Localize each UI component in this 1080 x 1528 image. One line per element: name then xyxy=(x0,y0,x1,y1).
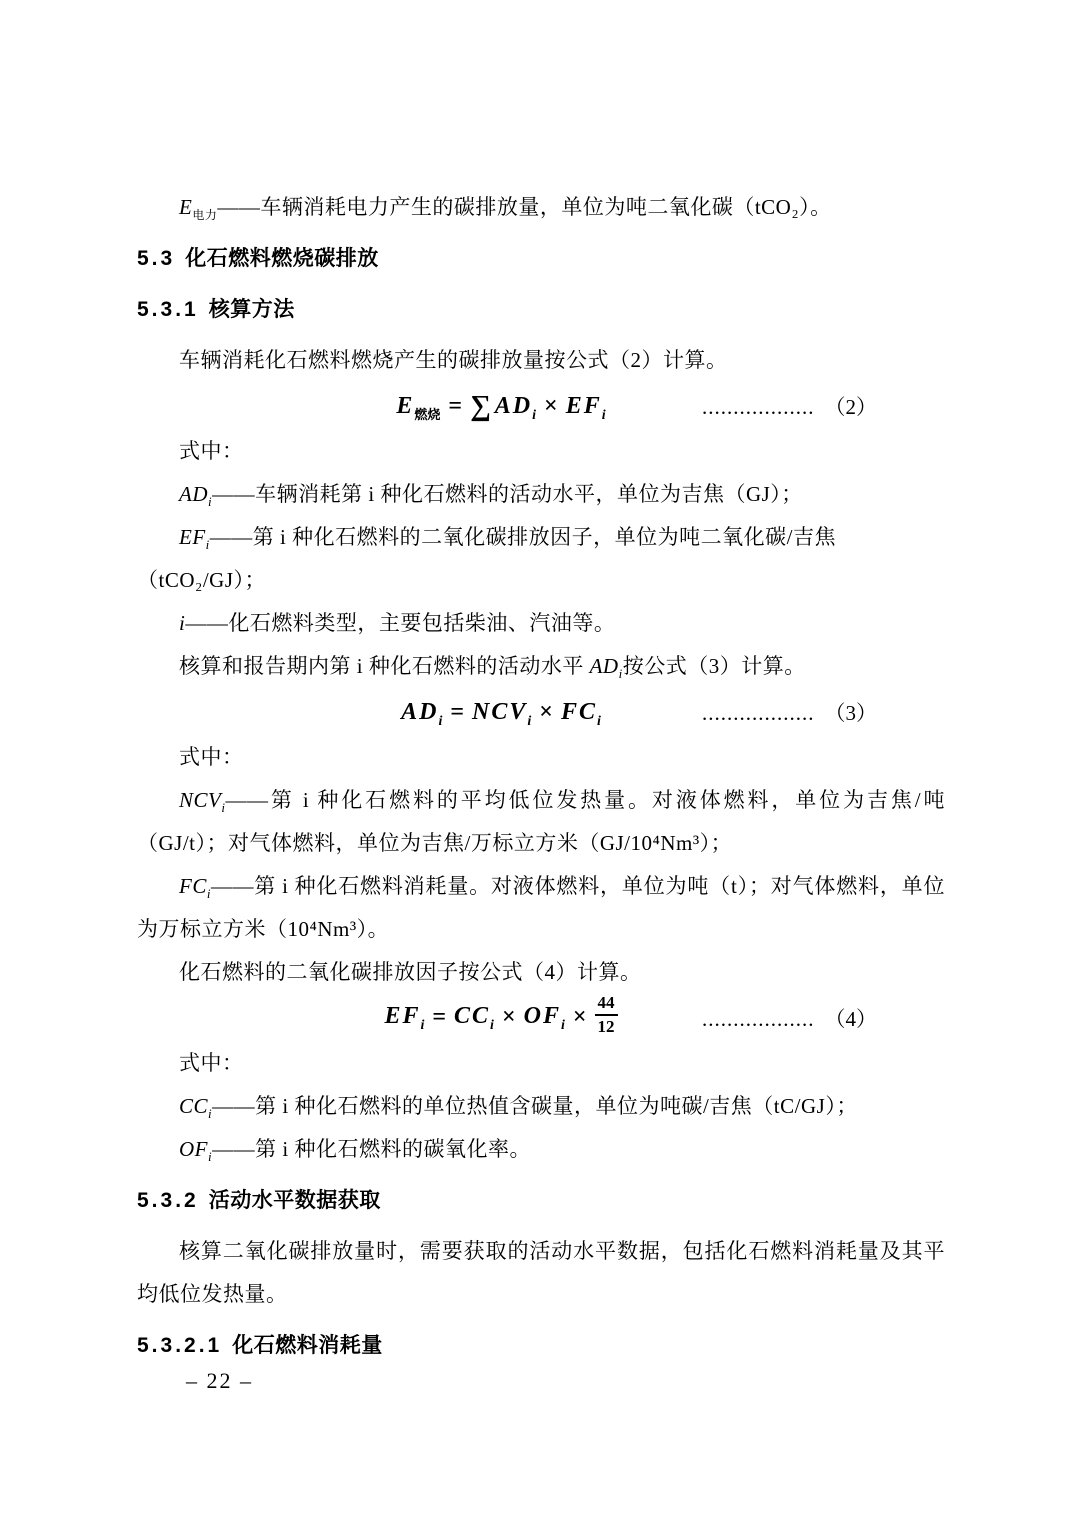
definition-fc xyxy=(137,865,945,951)
times-sign: × xyxy=(544,392,558,419)
symbol-cc-subscript: i xyxy=(208,1106,213,1122)
formula-2-number: （2） xyxy=(824,395,877,419)
formula-3-reference xyxy=(702,697,877,727)
formula-4-term1-subscript: i xyxy=(490,1018,494,1034)
formula-3-lhs: AD xyxy=(401,698,439,725)
sigma-symbol: ∑ xyxy=(470,389,491,422)
formula-2-term1-subscript: i xyxy=(532,407,537,423)
equals-sign: = xyxy=(448,392,463,419)
formula-3-lhs-subscript: i xyxy=(438,713,443,729)
definition-cc xyxy=(137,1085,945,1128)
times-sign: × xyxy=(572,1003,587,1030)
formula-3 xyxy=(137,688,945,736)
formula-3-term1-subscript: i xyxy=(527,713,532,729)
paragraph-formula2-intro: 车辆消耗化石燃料燃烧产生的碳排放量按公式（2）计算。 xyxy=(179,348,728,372)
formula-3-dots: .................. xyxy=(702,701,815,725)
heading-5-3-2-title: 活动水平数据获取 xyxy=(208,1189,381,1212)
definition-ad xyxy=(137,473,945,516)
heading-5-3-2-1-number: 5.3.2.1 xyxy=(137,1334,223,1357)
formula-2-lhs-subscript: 燃烧 xyxy=(414,406,441,422)
symbol-of-subscript: i xyxy=(208,1149,213,1165)
formula-3-term2: FC xyxy=(560,698,597,725)
symbol-of: OF xyxy=(179,1137,208,1161)
where-label-1: 式中： xyxy=(179,439,244,463)
formula-3-body xyxy=(401,698,601,729)
formula-3-term2-subscript: i xyxy=(596,713,601,729)
formula-2-dots: .................. xyxy=(702,395,815,419)
page-number: – 22 – xyxy=(186,1368,253,1393)
formula-4-body xyxy=(384,993,617,1039)
heading-5-3-2-1 xyxy=(137,1324,945,1367)
heading-5-3-2-number: 5.3.2 xyxy=(137,1189,199,1212)
definition-ncv xyxy=(137,779,945,865)
symbol-ad-subscript: i xyxy=(208,494,213,510)
symbol-ncv: NCV xyxy=(179,788,222,812)
formula-4-lhs-subscript: i xyxy=(420,1018,425,1034)
times-sign: × xyxy=(539,698,553,725)
symbol-ad: AD xyxy=(179,482,208,506)
formula-2-term2-subscript: i xyxy=(601,407,606,423)
document-content xyxy=(137,186,945,1367)
heading-5-3-2-1-title: 化石燃料消耗量 xyxy=(232,1334,383,1357)
where-label-3: 式中： xyxy=(179,1051,244,1075)
formula-3-number: （3） xyxy=(824,701,877,725)
symbol-ef: EF xyxy=(179,525,206,549)
heading-5-3-number: 5.3 xyxy=(137,247,176,270)
symbol-cc: CC xyxy=(179,1094,209,1118)
equals-sign: = xyxy=(432,1003,447,1030)
fraction-denominator: 12 xyxy=(597,1017,615,1036)
heading-5-3 xyxy=(137,237,945,280)
symbol-fc: FC xyxy=(179,874,207,898)
formula-2-body xyxy=(396,390,605,423)
formula-4-term2: OF xyxy=(523,1003,561,1030)
heading-5-3-1-number: 5.3.1 xyxy=(137,298,199,321)
equals-sign: = xyxy=(450,698,465,725)
definition-ncv-text: ——第 i 种化石燃料的平均低位发热量。对液体燃料，单位为吉焦/吨（GJ/t）；对气体燃料，单位为吉焦/万标立方米（GJ/10⁴Nm³）； xyxy=(137,788,945,855)
heading-5-3-1 xyxy=(137,288,945,331)
paragraph-formula4-intro: 化石燃料的二氧化碳排放因子按公式（4）计算。 xyxy=(179,960,642,984)
definition-i-text: ——化石燃料类型，主要包括柴油、汽油等。 xyxy=(185,611,616,635)
formula-4-number: （4） xyxy=(824,1007,877,1031)
fraction-44-12 xyxy=(595,993,618,1036)
heading-5-3-1-title: 核算方法 xyxy=(208,298,295,321)
symbol-ef-subscript: i xyxy=(205,537,210,553)
where-label-2: 式中： xyxy=(179,745,244,769)
paragraph-5-3-2: 核算二氧化碳排放量时，需要获取的活动水平数据，包括化石燃料消耗量及其平均低位发热量。 xyxy=(137,1239,945,1306)
definition-ad-text: ——车辆消耗第 i 种化石燃料的活动水平，单位为吉焦（GJ）； xyxy=(212,482,803,506)
formula-4 xyxy=(137,994,945,1042)
definition-cc-text: ——第 i 种化石燃料的单位热值含碳量，单位为吨碳/吉焦（tC/GJ）； xyxy=(212,1094,858,1118)
formula-4-reference xyxy=(702,1003,877,1033)
formula-2-reference xyxy=(702,391,877,421)
definition-of-text: ——第 i 种化石燃料的碳氧化率。 xyxy=(212,1137,531,1161)
definition-ef xyxy=(137,516,945,602)
heading-5-3-2 xyxy=(137,1179,945,1222)
formula-4-dots: .................. xyxy=(702,1007,815,1031)
formula-2-term2: EF xyxy=(565,392,602,419)
definition-e-power xyxy=(137,186,945,229)
definition-of xyxy=(137,1128,945,1171)
symbol-ncv-subscript: i xyxy=(221,800,226,816)
inline-symbol-ad-subscript: i xyxy=(618,666,623,682)
inline-symbol-ad: AD xyxy=(589,654,619,678)
symbol-e-power-subscript: 电力 xyxy=(192,208,218,223)
paragraph-formula3-intro-pre: 核算和报告期内第 i 种化石燃料的活动水平 xyxy=(179,654,590,678)
formula-4-term1: CC xyxy=(454,1003,491,1030)
paragraph-formula3-intro xyxy=(137,645,945,688)
definition-e-power-text: ——车辆消耗电力产生的碳排放量，单位为吨二氧化碳（tCO₂）。 xyxy=(217,195,832,219)
formula-3-term1: NCV xyxy=(472,698,528,725)
formula-2-term1: AD xyxy=(494,392,533,419)
heading-5-3-title: 化石燃料燃烧碳排放 xyxy=(185,247,379,270)
formula-2 xyxy=(137,382,945,430)
paragraph-formula3-intro-post: 按公式（3）计算。 xyxy=(622,654,806,678)
definition-ef-text: ——第 i 种化石燃料的二氧化碳排放因子，单位为吨二氧化碳/吉焦（tCO₂/GJ）； xyxy=(137,525,836,592)
definition-fc-text: ——第 i 种化石燃料消耗量。对液体燃料，单位为吨（t）；对气体燃料，单位为万标立方米（10⁴Nm³）。 xyxy=(137,874,945,941)
formula-4-lhs: EF xyxy=(384,1003,421,1030)
times-sign: × xyxy=(501,1003,516,1030)
definition-i xyxy=(137,602,945,645)
symbol-fc-subscript: i xyxy=(206,886,211,902)
formula-2-lhs: E xyxy=(396,392,415,419)
formula-4-term2-subscript: i xyxy=(560,1018,565,1034)
symbol-i: i xyxy=(179,611,186,635)
fraction-numerator: 44 xyxy=(595,993,618,1016)
symbol-e-power: E xyxy=(179,195,193,219)
